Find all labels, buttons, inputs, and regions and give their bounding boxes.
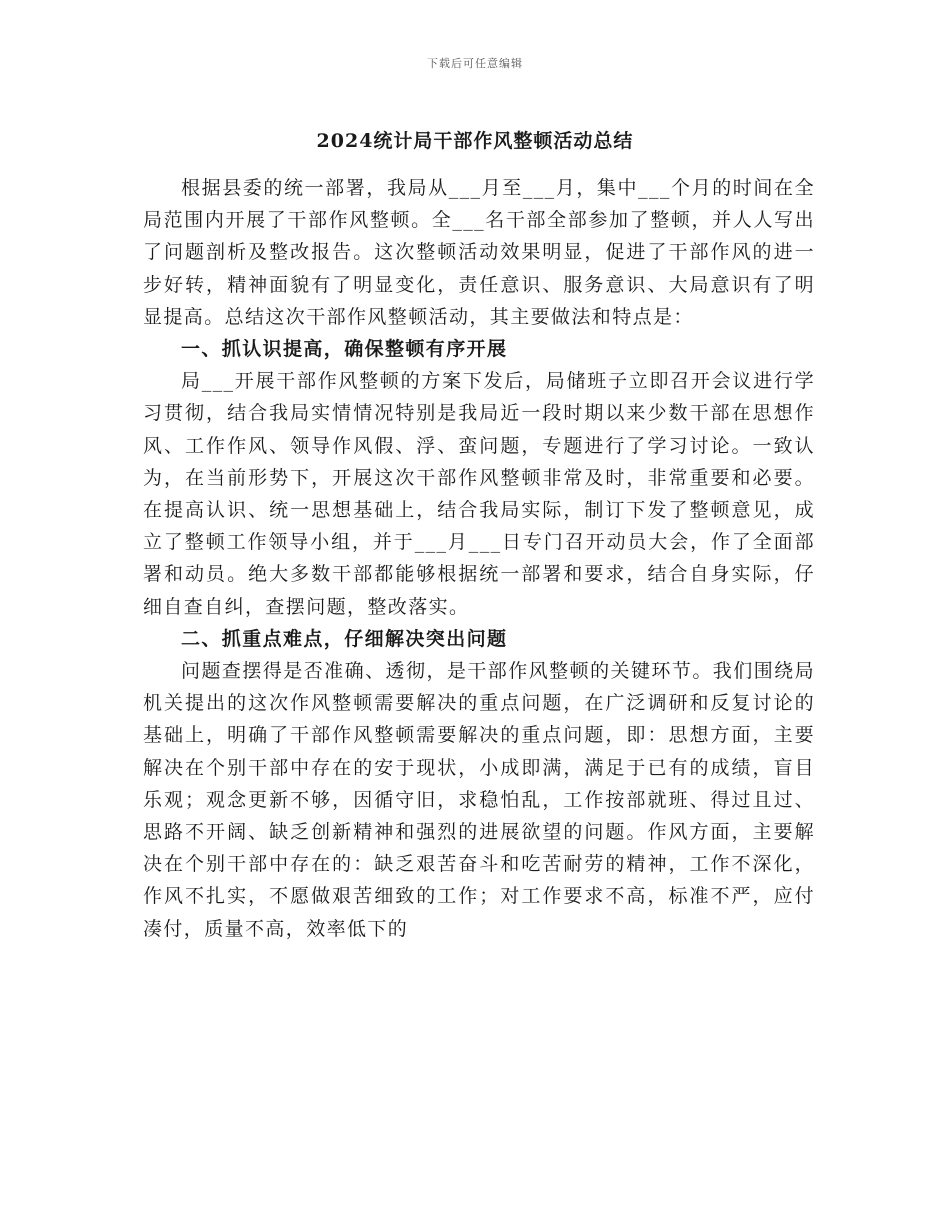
header-note: 下载后可任意编辑 [427,57,523,70]
document-title: 2024统计局干部作风整顿活动总结 [316,130,634,152]
section-1-paragraph: 局___开展干部作风整顿的方案下发后，局储班子立即召开会议进行学习贯彻，结合我局实情情况特别是我局近一段时期以来少数干部在思想作风、工作作风、领导作风假、浮、蛮问题，专题进行了学习讨论。一致认为，在当前形势下，开展这次干部作风整顿非常及时，非常重要和必要。在提高认识、统一思想基础上，结合我局实际，制订下发了整顿意见，成立了整顿工作领导小组，并于___月___日专门召开动员大会，作了全面部署和动员。绝大多数干部都能够根据统一部署和要求，结合自身实际，仔细自查自纠，查摆问题，整改落实。 [143,370,815,618]
section-2-paragraph: 问题查摆得是否准确、透彻，是干部作风整顿的关键环节。我们围绕局机关提出的这次作风整顿需要解决的重点问题，在广泛调研和反复讨论的基础上，明确了干部作风整顿需要解决的重点问题，即：思想方面，主要解决在个别干部中存在的安于现状，小成即满，满足于已有的成绩，盲目乐观；观念更新不够，因循守旧，求稳怕乱，工作按部就班、得过且过、思路不开阔、缺乏创新精神和强烈的进展欲望的问题。作风方面，主要解决在个别干部中存在的：缺乏艰苦奋斗和吃苦耐劳的精神，工作不深化，作风不扎实，不愿做艰苦细致的工作；对工作要求不高，标准不严，应付凑付，质量不高，效率低下的 [143,660,815,940]
document-body [143,172,815,945]
section-1-heading: 一、抓认识提高，确保整顿有序开展 [181,338,508,361]
intro-paragraph: 根据县委的统一部署，我局从___月至___月，集中___个月的时间在全局范围内开展了干部作风整顿。全___名干部全部参加了整顿，并人人写出了问题剖析及整改报告。这次整顿活动效果明显，促进了干部作风的进一步好转，精神面貌有了明显变化，责任意识、服务意识、大局意识有了明显提高。总结这次干部作风整顿活动，其主要做法和特点是： [143,177,815,328]
section-2-heading: 二、抓重点难点，仔细解决突出问题 [181,627,508,650]
